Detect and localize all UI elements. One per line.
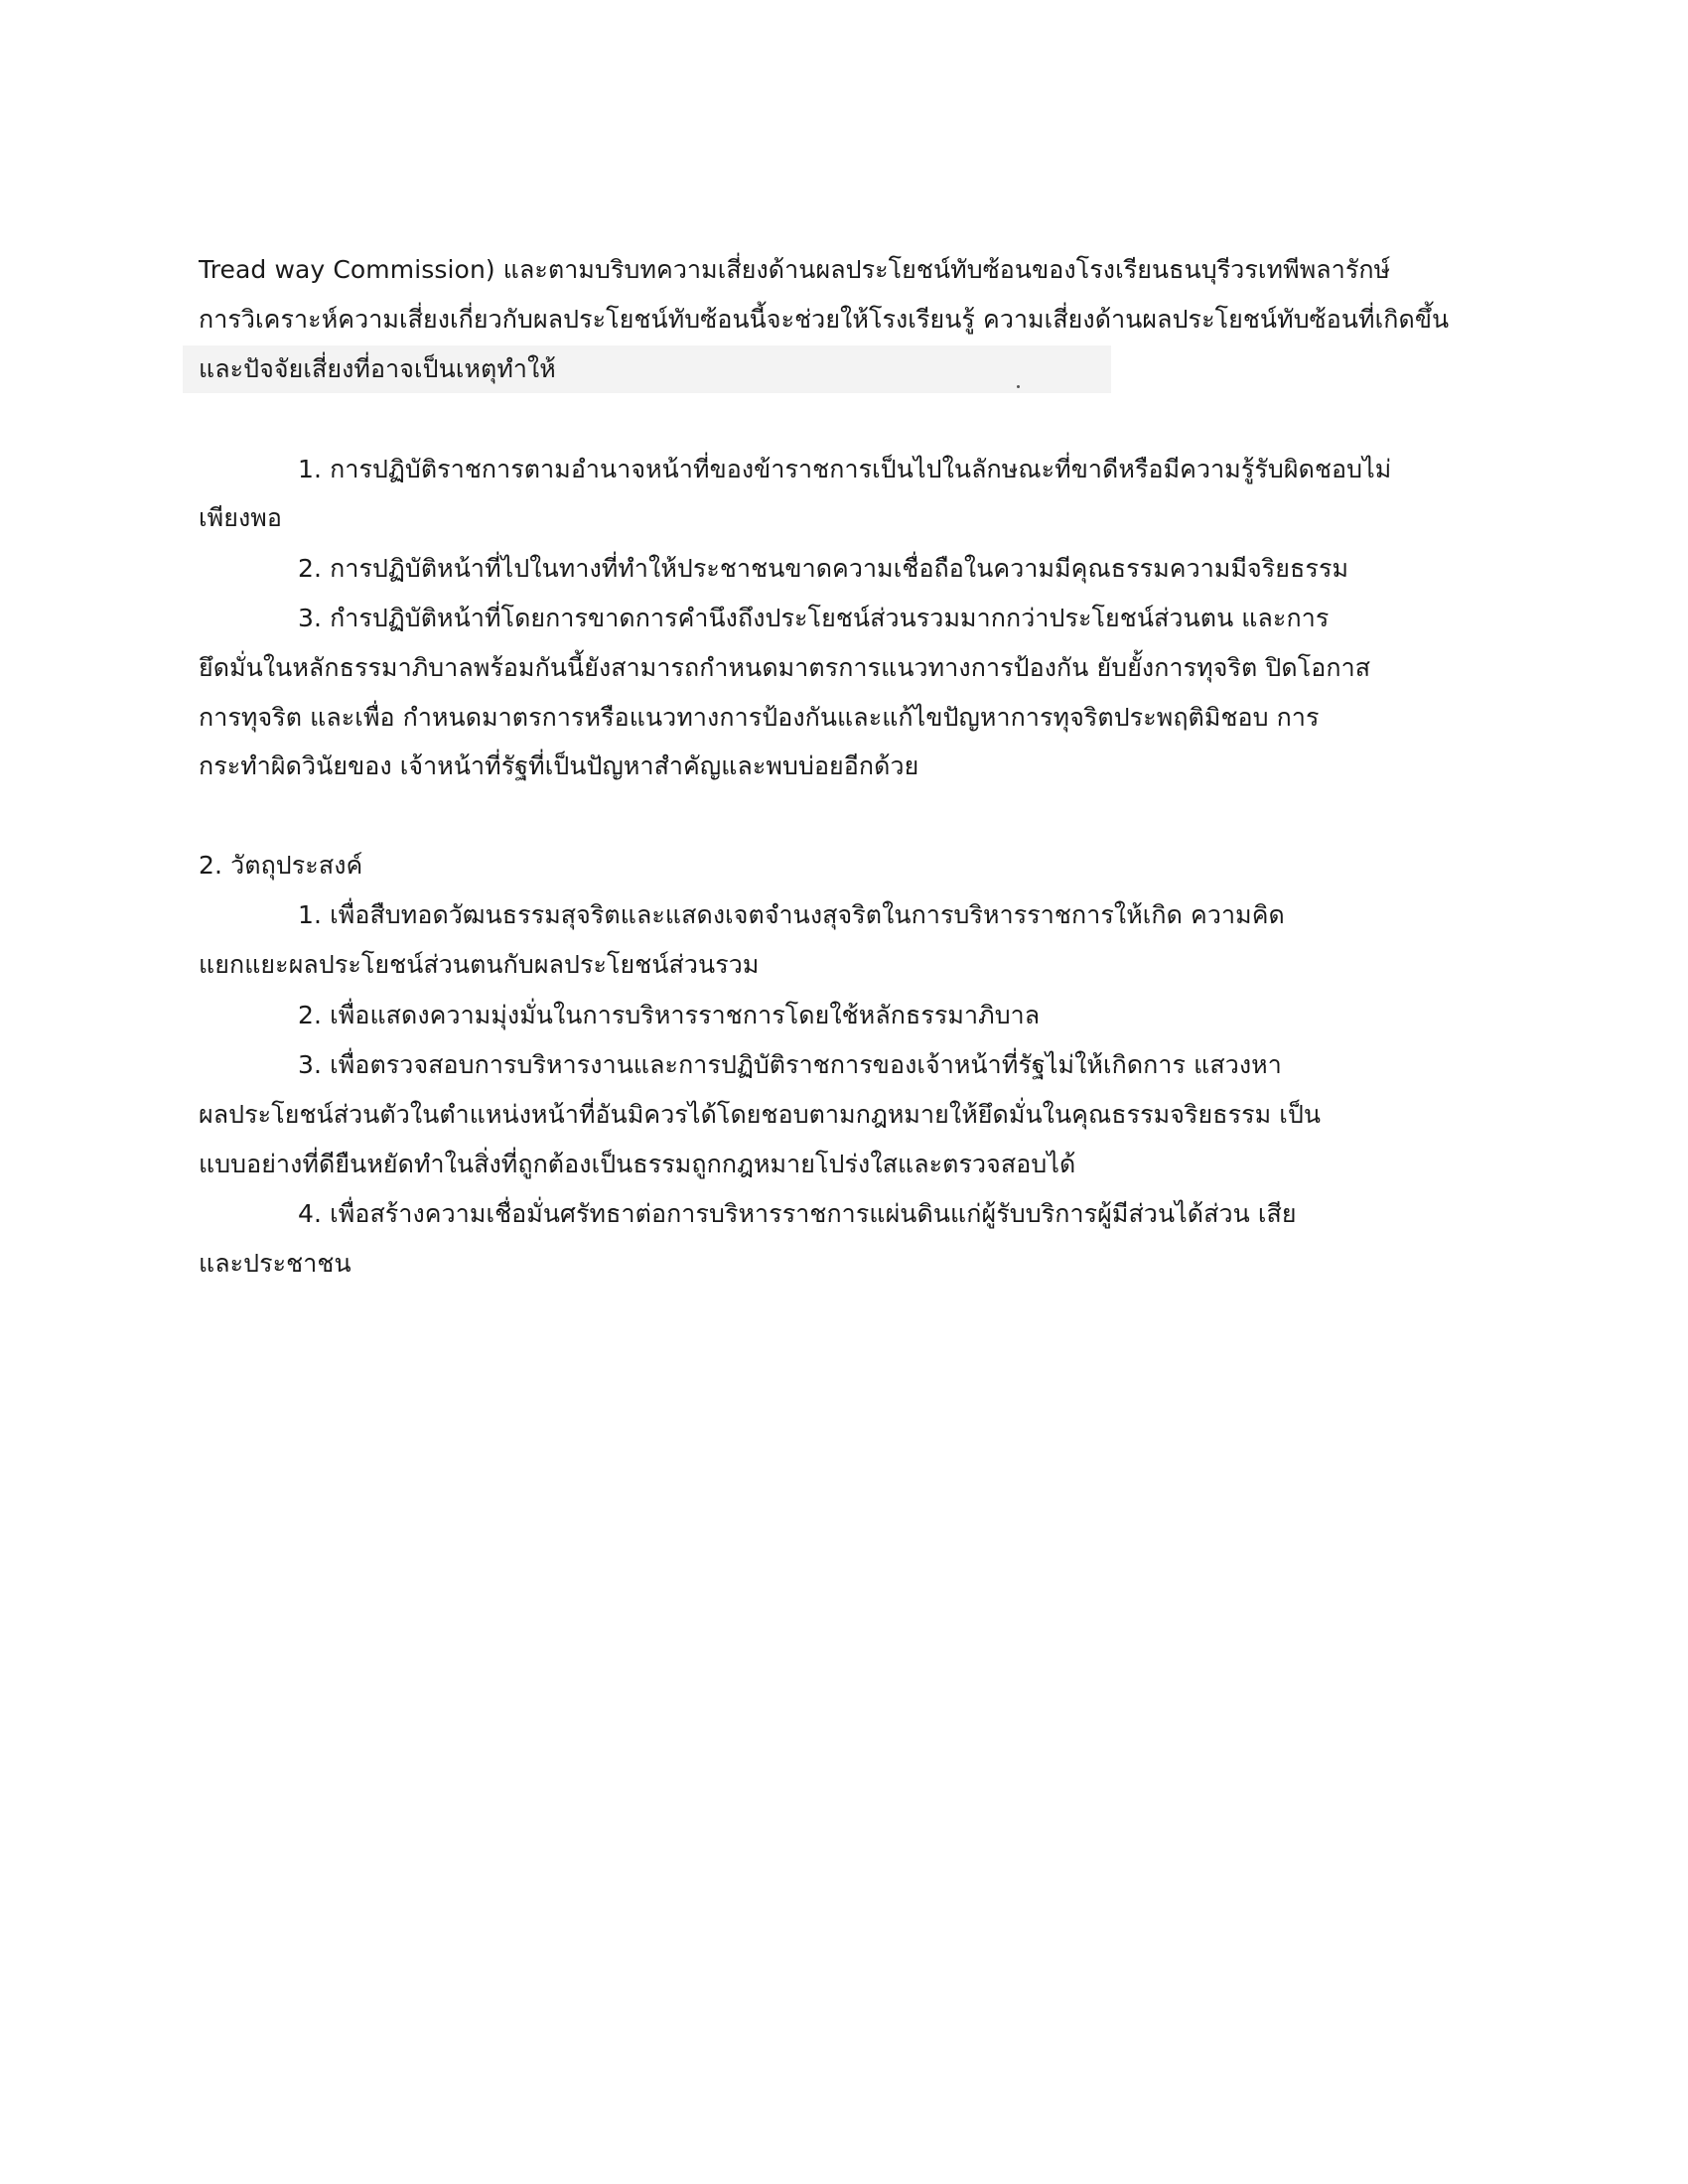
objective-3-line-2: ผลประโยชน์ส่วนตัวในตำแหน่งหน้าที่อันมิควรได้โดยชอบตามกฎหมายให้ยึดมั่นในคุณธรรมจริยธรรม เป็น xyxy=(199,1100,1322,1129)
risk-item-1-line-1: 1. การปฏิบัติราชการตามอำนาจหน้าที่ของข้าราชการเป็นไปในลักษณะที่ขาดีหรือมีความรู้รับผิดชอบไม่ xyxy=(298,455,1392,483)
objectives-heading: 2. วัตถุประสงค์ xyxy=(199,851,363,880)
intro-line-3: และปัจจัยเสี่ยงที่อาจเป็นเหตุทำให้ xyxy=(199,354,556,383)
risk-item-1-line-2: เพียงพอ xyxy=(199,503,282,532)
objective-2: 2. เพื่อแสดงความมุ่งมั่นในการบริหารราชการโดยใช้หลักธรรมาภิบาล xyxy=(298,1001,1041,1029)
risk-item-3-line-2: ยึดมั่นในหลักธรรมาภิบาลพร้อมกันนี้ยังสามารถกำหนดมาตรการแนวทางการป้องกัน ยับยั้งการทุจริต ปิดโอกาส xyxy=(199,653,1371,682)
intro-line-1: Tread way Commission) และตามบริบทความเสี่ยงด้านผลประโยชน์ทับซ้อนของโรงเรียนธนบุรีวรเทพีพลารักษ์ xyxy=(199,255,1391,284)
risk-item-3-line-4: กระทำผิดวินัยของ เจ้าหน้าที่รัฐที่เป็นปัญหาสำคัญและพบบ่อยอีกด้วย xyxy=(199,751,919,780)
stray-mark xyxy=(1017,385,1020,388)
objective-3-line-1: 3. เพื่อตรวจสอบการบริหารงานและการปฏิบัติราชการของเจ้าหน้าที่รัฐไม่ให้เกิดการ แสวงหา xyxy=(298,1050,1282,1079)
objective-4-line-2: และประชาชน xyxy=(199,1249,352,1278)
objective-3-line-3: แบบอย่างที่ดียืนหยัดทำในสิ่งที่ถูกต้องเป็นธรรมถูกกฎหมายโปร่งใสและตรวจสอบได้ xyxy=(199,1150,1076,1178)
intro-line-2: การวิเคราะห์ความเสี่ยงเกี่ยวกับผลประโยชน์ทับซ้อนนี้จะช่วยให้โรงเรียนรู้ ความเสี่ยงด้านผลประโยชน์ทับซ้อนที่เกิดขึ้น xyxy=(199,305,1450,334)
risk-item-3-line-1: 3. กำรปฏิบัติหน้าที่โดยการขาดการคำนึงถึงประโยชน์ส่วนรวมมากกว่าประโยชน์ส่วนตน และการ xyxy=(298,604,1330,632)
objective-1-line-1: 1. เพื่อสืบทอดวัฒนธรรมสุจริตและแสดงเจตจำนงสุจริตในการบริหารราชการให้เกิด ความคิด xyxy=(298,900,1285,929)
objective-1-line-2: แยกแยะผลประโยชน์ส่วนตนกับผลประโยชน์ส่วนรวม xyxy=(199,950,760,979)
risk-item-3-line-3: การทุจริต และเพื่อ กำหนดมาตรการหรือแนวทางการป้องกันและแก้ไขปัญหาการทุจริตประพฤติมิชอบ การ xyxy=(199,703,1320,732)
objective-4-line-1: 4. เพื่อสร้างความเชื่อมั่นศรัทธาต่อการบริหารราชการแผ่นดินแก่ผู้รับบริการผู้มีส่วนได้ส่วน เสีย xyxy=(298,1199,1297,1228)
risk-item-2: 2. การปฏิบัติหน้าที่ไปในทางที่ทำให้ประชาชนขาดความเชื่อถือในความมีคุณธรรมความมีจริยธรรม xyxy=(298,554,1349,583)
